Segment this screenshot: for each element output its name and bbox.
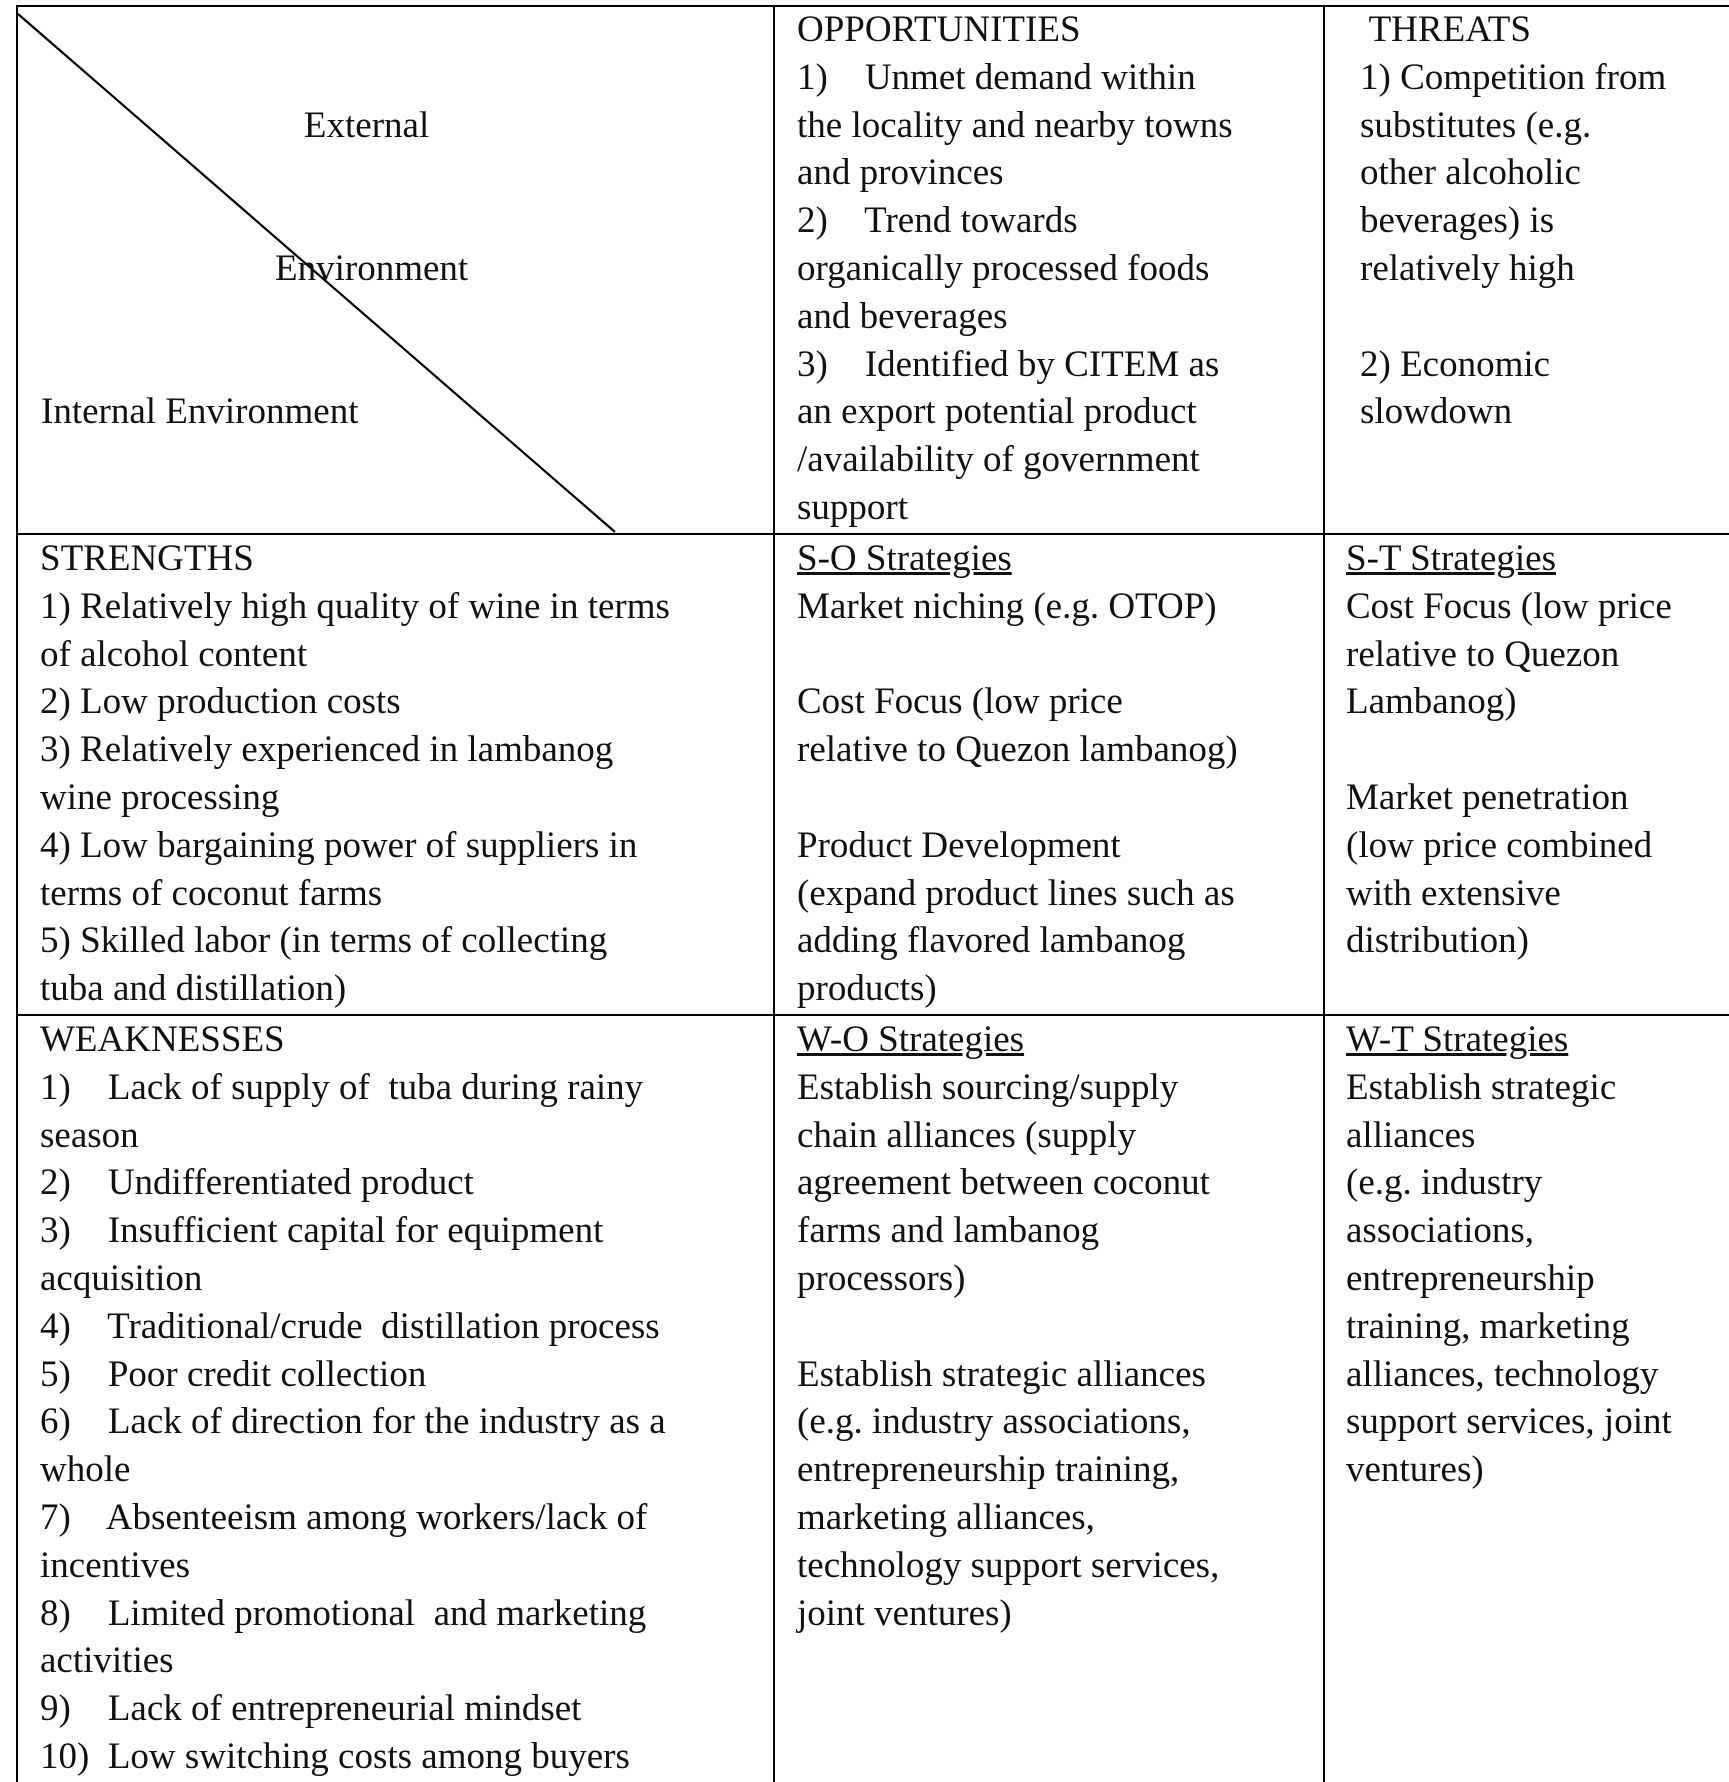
weaknesses-line: 9) Lack of entrepreneurial mindset bbox=[40, 1688, 582, 1730]
strengths-line: 2) Low production costs bbox=[40, 681, 401, 723]
opportunities-line: and beverages bbox=[797, 295, 1008, 337]
weaknesses-line: 5) Poor credit collection bbox=[40, 1353, 427, 1395]
weaknesses-line: 2) Undifferentiated product bbox=[40, 1162, 474, 1204]
st-strategies-line: Market penetration bbox=[1346, 776, 1629, 818]
threats-line: slowdown bbox=[1360, 391, 1513, 433]
wt-strategies-line: alliances, technology bbox=[1346, 1353, 1659, 1395]
wt-strategies-line: entrepreneurship bbox=[1346, 1257, 1595, 1299]
opportunities-line: the locality and nearby towns bbox=[797, 104, 1233, 146]
threats-line: substitutes (e.g. bbox=[1360, 104, 1592, 146]
weaknesses-cell bbox=[40, 1016, 666, 1781]
opportunities-line: 3) Identified by CITEM as bbox=[797, 343, 1220, 385]
wo-strategies-line: joint ventures) bbox=[797, 1592, 1012, 1634]
opportunities-line: OPPORTUNITIES bbox=[797, 9, 1081, 50]
weaknesses-line: 10) Low switching costs among buyers bbox=[40, 1735, 630, 1777]
st-strategies-line: distribution) bbox=[1346, 920, 1529, 962]
strengths-cell bbox=[40, 535, 670, 1013]
weaknesses-line: incentives bbox=[40, 1544, 191, 1586]
weaknesses-line: whole bbox=[40, 1449, 131, 1491]
corner-text: External bbox=[303, 104, 430, 146]
st-strategies-line: Lambanog) bbox=[1346, 681, 1517, 723]
st-strategies-line: (low price combined bbox=[1346, 824, 1653, 866]
st-strategies-line: relative to Quezon bbox=[1346, 633, 1620, 675]
strengths-line: 4) Low bargaining power of suppliers in bbox=[40, 824, 638, 866]
wo-strategies-line bbox=[797, 1303, 1219, 1351]
threats-line: relatively high bbox=[1360, 247, 1575, 289]
so-strategies-line: relative to Quezon lambanog) bbox=[797, 729, 1238, 771]
so-strategies-heading: S-O Strategies bbox=[797, 538, 1012, 579]
external-environment-label bbox=[265, 6, 468, 341]
wo-strategies-line: farms and lambanog bbox=[797, 1210, 1100, 1252]
wo-strategies-line: (e.g. industry associations, bbox=[797, 1401, 1191, 1443]
strengths-line: 5) Skilled labor (in terms of collecting bbox=[40, 920, 608, 962]
opportunities-line: and provinces bbox=[797, 152, 1004, 194]
weaknesses-line: 4) Traditional/crude distillation process bbox=[40, 1305, 660, 1347]
wt-strategies-line: training, marketing bbox=[1346, 1305, 1630, 1347]
wt-strategies-line: (e.g. industry bbox=[1346, 1162, 1543, 1204]
wo-strategies-line: technology support services, bbox=[797, 1544, 1220, 1586]
wo-strategies-heading: W-O Strategies bbox=[797, 1019, 1025, 1060]
opportunities-line: an export potential product bbox=[797, 391, 1197, 433]
so-strategies-line bbox=[797, 631, 1238, 679]
strengths-line: terms of coconut farms bbox=[40, 872, 383, 914]
wo-strategies-line: chain alliances (supply bbox=[797, 1114, 1137, 1156]
wt-strategies-heading: W-T Strategies bbox=[1346, 1019, 1569, 1060]
wt-strategies-line: ventures) bbox=[1346, 1449, 1484, 1491]
opportunities-line: 1) Unmet demand within bbox=[797, 56, 1196, 98]
st-strategies-line: Cost Focus (low price bbox=[1346, 585, 1672, 627]
so-strategies-line bbox=[797, 774, 1238, 822]
wo-strategies-line: marketing alliances, bbox=[797, 1496, 1095, 1538]
wo-strategies-line: Establish strategic alliances bbox=[797, 1353, 1206, 1395]
threats-line bbox=[1360, 293, 1666, 341]
st-strategies-heading: S-T Strategies bbox=[1346, 538, 1556, 579]
weaknesses-line: 6) Lack of direction for the industry as a bbox=[40, 1401, 666, 1443]
so-strategies-line: products) bbox=[797, 968, 937, 1010]
wt-strategies-line: Establish strategic bbox=[1346, 1066, 1617, 1108]
wo-strategies-line: entrepreneurship training, bbox=[797, 1449, 1180, 1491]
opportunities-line: 2) Trend towards bbox=[797, 200, 1078, 242]
st-strategies-line: with extensive bbox=[1346, 872, 1561, 914]
opportunities-line: support bbox=[797, 486, 908, 528]
strengths-line: of alcohol content bbox=[40, 633, 308, 675]
weaknesses-line: activities bbox=[40, 1640, 174, 1682]
threats-line: 1) Competition from bbox=[1360, 56, 1667, 98]
opportunities-cell bbox=[797, 6, 1233, 532]
wt-strategies-line: support services, joint bbox=[1346, 1401, 1672, 1443]
wo-strategies-line: agreement between coconut bbox=[797, 1162, 1210, 1204]
st-strategies-line bbox=[1346, 726, 1672, 774]
wo-strategies-line: Establish sourcing/supply bbox=[797, 1066, 1179, 1108]
corner-text: Environment bbox=[275, 247, 469, 289]
threats-line: beverages) is bbox=[1360, 200, 1555, 242]
internal-environment-label: Internal Environment bbox=[41, 391, 359, 432]
opportunities-line: /availability of government bbox=[797, 439, 1200, 481]
so-strategies-line: Cost Focus (low price bbox=[797, 681, 1123, 723]
strengths-line: wine processing bbox=[40, 776, 280, 818]
weaknesses-line: 3) Insufficient capital for equipment bbox=[40, 1210, 604, 1252]
weaknesses-line: WEAKNESSES bbox=[40, 1019, 285, 1060]
so-strategies-line: (expand product lines such as bbox=[797, 872, 1235, 914]
wo-strategies-line: processors) bbox=[797, 1257, 966, 1299]
weaknesses-line: acquisition bbox=[40, 1257, 203, 1299]
wt-strategies-line: associations, bbox=[1346, 1210, 1535, 1252]
weaknesses-line: season bbox=[40, 1114, 139, 1156]
threats-line: THREATS bbox=[1360, 9, 1531, 50]
strengths-line: STRENGTHS bbox=[40, 538, 254, 579]
strengths-line: tuba and distillation) bbox=[40, 968, 347, 1010]
strengths-line: 1) Relatively high quality of wine in terms bbox=[40, 585, 670, 627]
threats-cell bbox=[1360, 6, 1666, 436]
wo-strategies-cell bbox=[797, 1016, 1219, 1637]
threats-line: 2) Economic bbox=[1360, 343, 1551, 385]
wt-strategies-cell bbox=[1346, 1016, 1672, 1494]
weaknesses-line: 1) Lack of supply of tuba during rainy bbox=[40, 1066, 644, 1108]
so-strategies-cell bbox=[797, 535, 1238, 1013]
threats-line: other alcoholic bbox=[1360, 152, 1581, 194]
wt-strategies-line: alliances bbox=[1346, 1114, 1476, 1156]
st-strategies-cell bbox=[1346, 535, 1672, 965]
strengths-line: 3) Relatively experienced in lambanog bbox=[40, 729, 614, 771]
weaknesses-line: 8) Limited promotional and marketing bbox=[40, 1592, 647, 1634]
weaknesses-line: 7) Absenteeism among workers/lack of bbox=[40, 1496, 648, 1538]
so-strategies-line: Product Development bbox=[797, 824, 1121, 866]
opportunities-line: organically processed foods bbox=[797, 247, 1210, 289]
so-strategies-line: adding flavored lambanog bbox=[797, 920, 1186, 962]
so-strategies-line: Market niching (e.g. OTOP) bbox=[797, 585, 1217, 627]
